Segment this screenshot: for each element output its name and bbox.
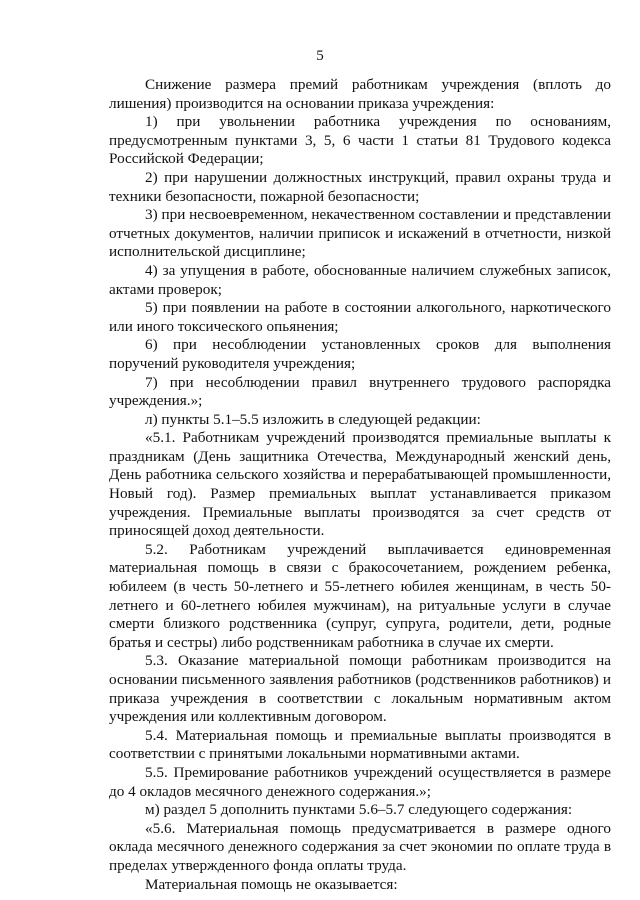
amendment-l: л) пункты 5.1–5.5 изложить в следующей редакции: [145,410,481,428]
clause-5-6: «5.6. Материальная помощь предусматривается в размере одного оклада месячного денежного содержания за счет экономии по оплате труда в пределах утвержденного фонда оплаты труда. [109,819,611,874]
clause-5-1: «5.1. Работникам учреждений производятся премиальные выплаты к праздникам (День защитника Отечества, Международный женский день, День работника сельского хозяйства и перерабатывающей промышленности, Новый год). Размер премиальных выплат устанавливается приказом учреждения. Премиальные выплаты производятся за счет средств от приносящей доход деятельности. [109,429,611,540]
document-body [109,76,611,894]
list-item-6: 6) при несоблюдении установленных сроков для выполнения поручений руководителя учреждения; [109,336,611,372]
clause-5-4: 5.4. Материальная помощь и премиальные выплаты производятся в соответствии с принятыми локальными нормативными актами. [109,726,611,763]
list-item-2: 2) при нарушении должностных инструкций, правил охраны труда и техники безопасности, пожарной безопасности; [109,168,611,205]
list-item-7: 7) при несоблюдении правил внутреннего трудового распорядка учреждения.»; [109,373,611,410]
paragraph-no-assistance: Материальная помощь не оказывается: [145,875,398,893]
paragraph-bonus-reduction-intro: Снижение размера премий работникам учреждения (вплоть до лишения) производится на основании приказа учреждения: [109,76,611,112]
clause-5-5: 5.5. Премирование работников учреждений осуществляется в размере до 4 окладов месячного денежного содержания.»; [109,763,611,800]
page-number: 5 [316,48,324,64]
amendment-m: м) раздел 5 дополнить пунктами 5.6–5.7 следующего содержания: [145,801,573,819]
list-item-1: 1) при увольнении работника учреждения по основаниям, предусмотренным пунктами 3, 5, 6 части 1 статьи 81 Трудового кодекса Российской Федерации; [109,113,611,168]
list-item-4: 4) за упущения в работе, обоснованные наличием служебных записок, актами проверок; [109,261,611,298]
list-item-5: 5) при появлении на работе в состоянии алкогольного, наркотического или иного токсического опьянения; [109,299,611,335]
clause-5-2: 5.2. Работникам учреждений выплачивается единовременная материальная помощь в связи с бракосочетанием, рождением ребенка, юбилеем (в честь 50-летнего и 55-летнего юбилея женщинам, в честь 50-летнего и 60-летнего юбилея мужчинам), на ритуальные услуги в случае смерти близкого родственника (супруг, супруга, родители, дети, родные братья и сестры) либо родственникам работника в случае их смерти. [109,540,611,651]
clause-5-3: 5.3. Оказание материальной помощи работникам производится на основании письменного заявления работников (родственников работников) и приказа учреждения в соответствии с локальным нормативным актом учреждения или коллективным договором. [109,652,611,726]
list-item-3: 3) при несвоевременном, некачественном составлении и представлении отчетных документов, наличии приписок и искажений в отчетности, низкой исполнительской дисциплине; [109,206,611,261]
